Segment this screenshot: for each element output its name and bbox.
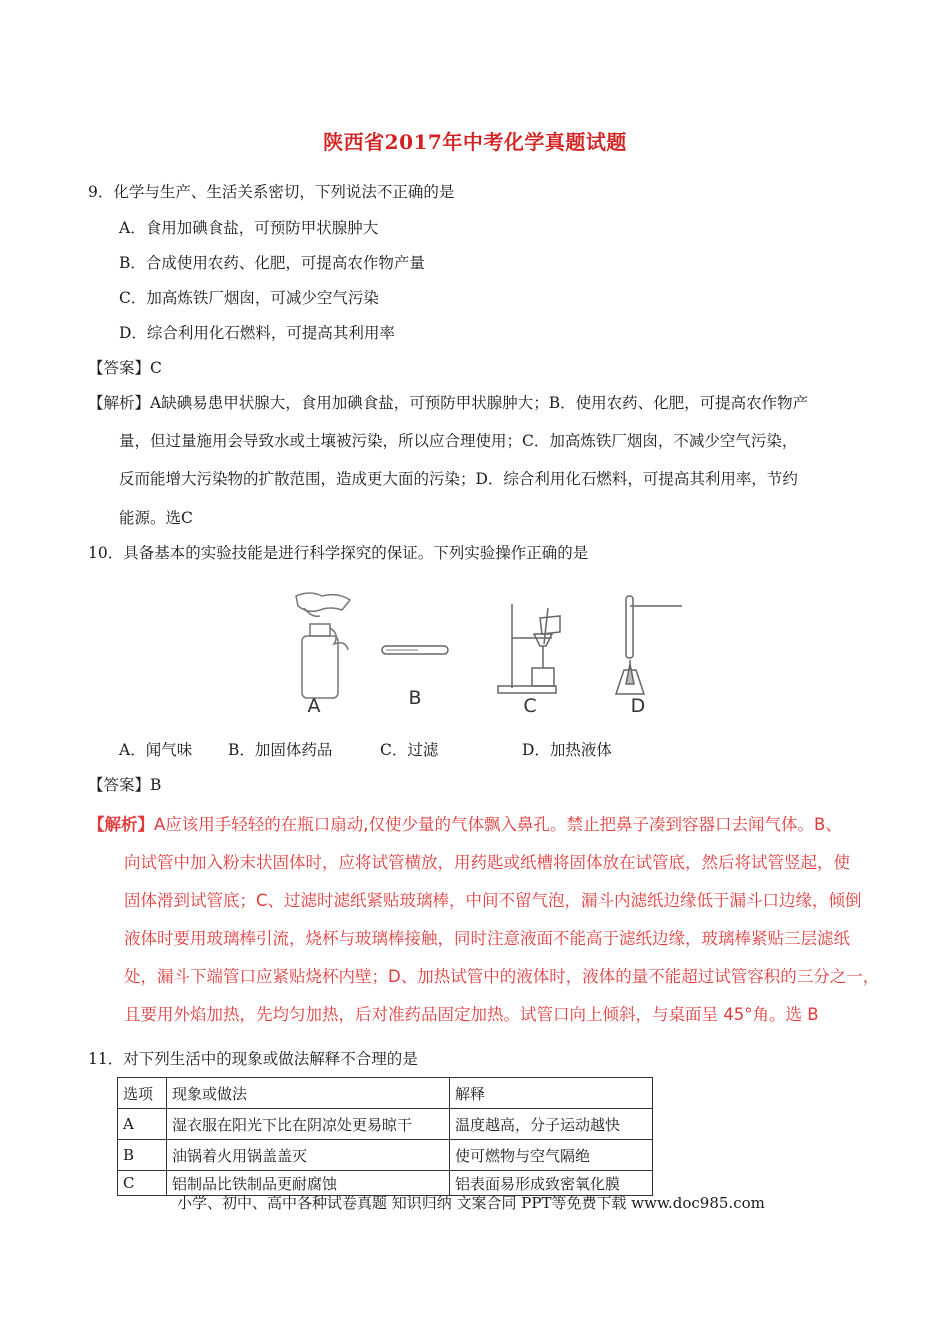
q9-analysis-line-3: 反而能增大污染物的扩散范围，造成更大面的污染；D．综合利用化石燃料，可提高其利用率，节约 [119, 470, 798, 488]
q9-analysis-line-4: 能源。选C [119, 509, 193, 527]
q9-option-c: C．加高炼铁厂烟囱，可减少空气污染 [119, 289, 379, 307]
q11-stem: 11．对下列生活中的现象或做法解释不合理的是 [88, 1050, 418, 1068]
q9-stem: 9．化学与生产、生活关系密切，下列说法不正确的是 [88, 183, 455, 201]
table-cell: A [118, 1109, 167, 1140]
table-header-cell: 现象或做法 [167, 1078, 450, 1109]
figure-d-heating-liquid [616, 596, 682, 694]
q10-analysis-line-3: 固体滑到试管底；C、过滤时滤纸紧贴玻璃棒，中间不留气泡，漏斗内滤纸边缘低于漏斗口边缘，倾倒 [124, 891, 862, 910]
table-header-row [118, 1078, 653, 1109]
figure-c-filtration [498, 604, 560, 693]
figure-label-b: B [408, 687, 422, 709]
q10-analysis-line-5: 处，漏斗下端管口应紧贴烧杯内壁；D、加热试管中的液体时，液体的量不能超过试管容积的三分之一， [124, 967, 880, 986]
q10-analysis-line-4: 液体时要用玻璃棒引流，烧杯与玻璃棒接触，同时注意液面不能高于滤纸边缘，玻璃棒紧贴三层滤纸 [124, 929, 850, 948]
q11-table [117, 1077, 653, 1196]
table-header-cell: 解释 [450, 1078, 653, 1109]
q10-stem: 10．具备基本的实验技能是进行科学探究的保证。下列实验操作正确的是 [88, 544, 589, 562]
table-cell: B [118, 1140, 167, 1171]
table-cell: 铝表面易形成致密氧化膜 [450, 1171, 653, 1196]
page-title: 陕西省2017年中考化学真题试题 [323, 130, 627, 154]
q9-option-d: D．综合利用化石燃料，可提高其利用率 [119, 324, 395, 342]
figure-label-c: C [523, 695, 537, 717]
figure-label-a: A [307, 695, 321, 717]
table-row [118, 1140, 653, 1171]
figure-b-test-tube [382, 646, 448, 654]
page-footer: 小学、初中、高中各种试卷真题 知识归纳 文案合同 PPT等免费下载 www.doc985.com [177, 1194, 765, 1212]
q10-option-a: A．闻气味 [119, 741, 193, 759]
table-cell: C [118, 1171, 167, 1196]
table-row [118, 1109, 653, 1140]
q9-option-a: A．食用加碘食盐，可预防甲状腺肿大 [119, 219, 379, 237]
q10-analysis-text-1: A应该用手轻轻的在瓶口扇动,仅使少量的气体飘入鼻孔。禁止把鼻子凑到容器口去闻气体。B、 [154, 815, 842, 834]
q10-analysis-line-2: 向试管中加入粉末状固体时，应将试管横放，用药匙或纸槽将固体放在试管底，然后将试管竖起，使 [124, 853, 850, 872]
q9-analysis-line-2: 量，但过量施用会导致水或土壤被污染，所以应合理使用；C．加高炼铁厂烟囱，不减少空气污染， [119, 432, 798, 450]
figure-a-smelling-gas [296, 593, 350, 698]
table-cell: 铝制品比铁制品更耐腐蚀 [167, 1171, 450, 1196]
q10-analysis-tag: 【解析】 [88, 815, 154, 834]
q9-option-b: B．合成使用农药、化肥，可提高农作物产量 [119, 254, 425, 272]
q9-analysis-line-1: 【解析】A缺碘易患甲状腺大，食用加碘食盐，可预防甲状腺肿大；B．使用农药、化肥，可提高农作物产 [88, 394, 809, 412]
table-header-cell: 选项 [118, 1078, 167, 1109]
q10-analysis-line-6: 且要用外焰加热，先均匀加热，后对准药品固定加热。试管口向上倾斜，与桌面呈 45°角。选 B [124, 1005, 819, 1024]
q9-answer: 【答案】C [88, 359, 162, 377]
q10-option-c: C．过滤 [380, 741, 439, 759]
lab-operation-figure [290, 588, 690, 718]
q10-answer: 【答案】B [88, 776, 162, 794]
q10-option-d: D．加热液体 [522, 741, 612, 759]
table-cell: 湿衣服在阳光下比在阴凉处更易晾干 [167, 1109, 450, 1140]
figure-label-d: D [630, 695, 646, 717]
q10-analysis-line-1 [88, 811, 842, 835]
table-cell: 油锅着火用锅盖盖灭 [167, 1140, 450, 1171]
table-cell: 使可燃物与空气隔绝 [450, 1140, 653, 1171]
q10-option-b: B．加固体药品 [228, 741, 333, 759]
table-cell: 温度越高，分子运动越快 [450, 1109, 653, 1140]
